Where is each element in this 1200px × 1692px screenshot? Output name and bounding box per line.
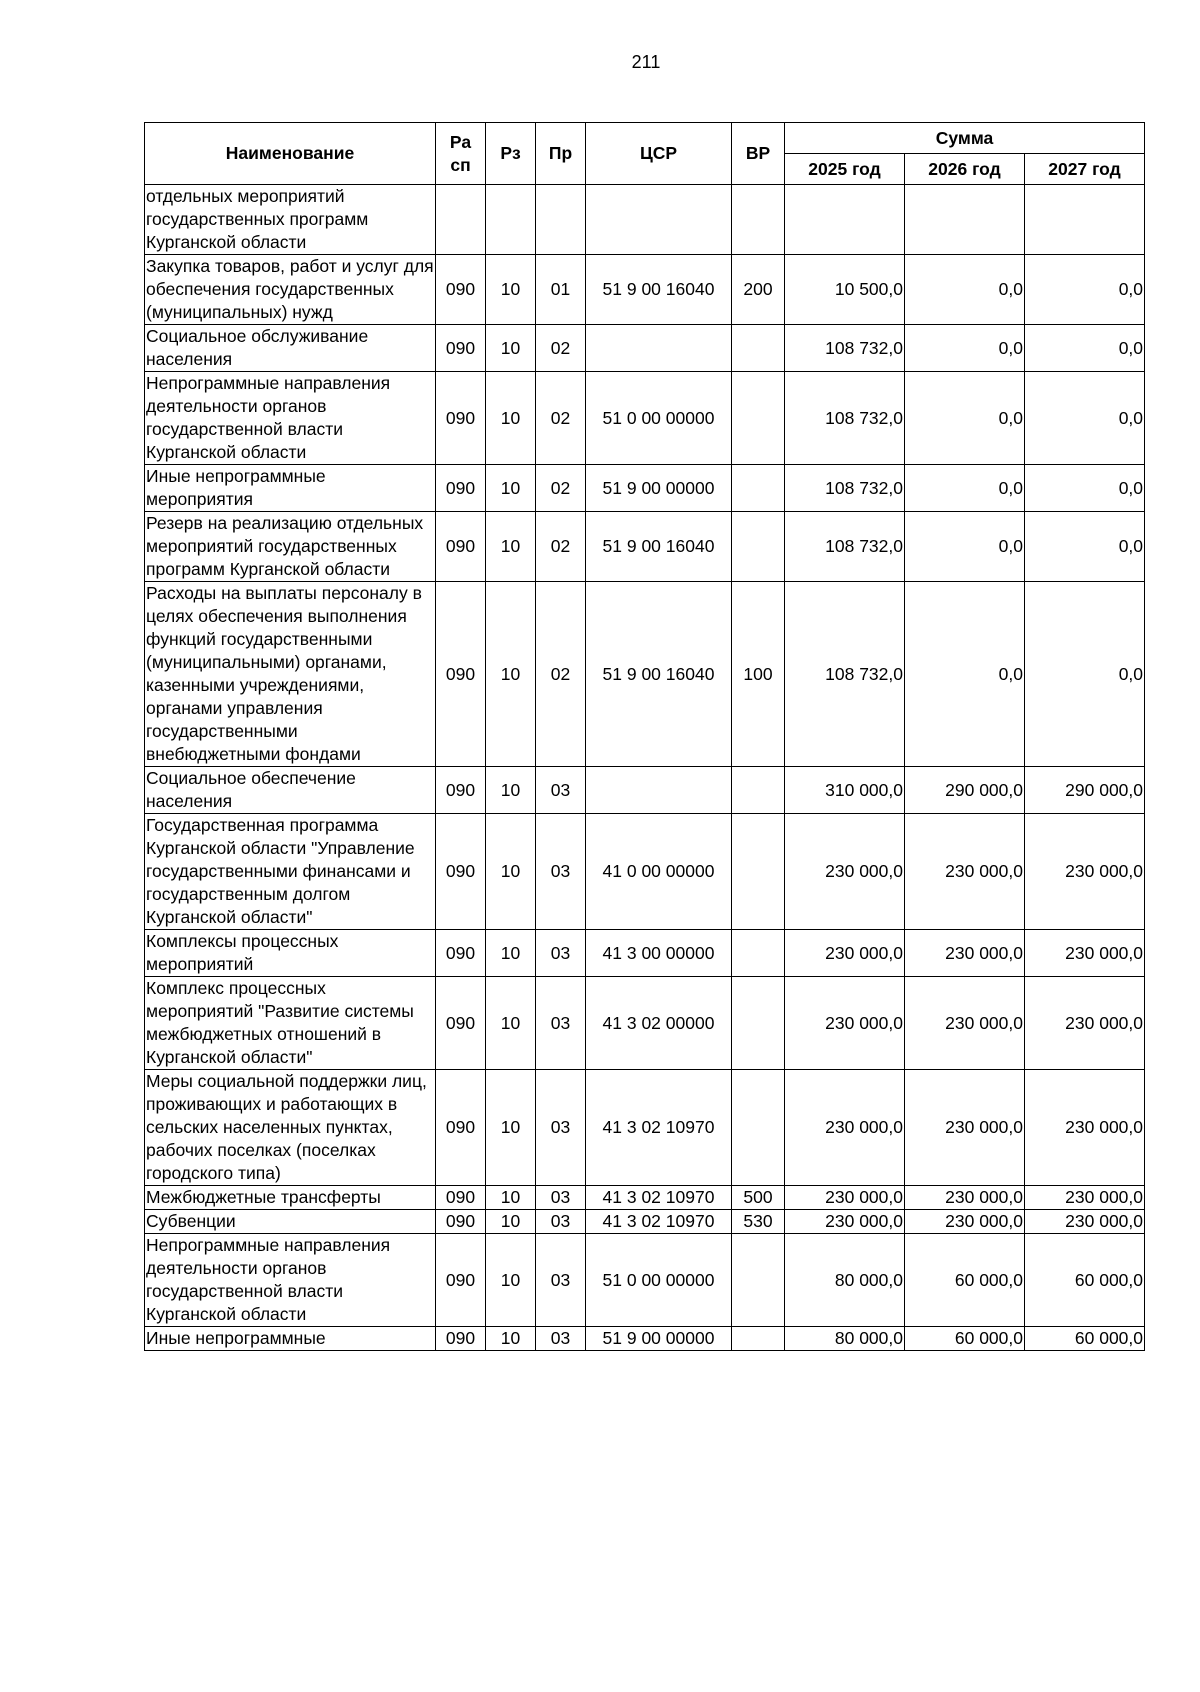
cell-name: Непрограммные направления деятельности органов государственной власти Курганской области: [145, 372, 436, 465]
table-row: [145, 255, 1145, 325]
cell-name: Комплекс процессных мероприятий "Развитие системы межбюджетных отношений в Курганской области": [145, 977, 436, 1070]
cell-pr: [536, 185, 586, 255]
header-pr: Пр: [536, 123, 586, 185]
cell-rz: 10: [486, 1070, 536, 1186]
cell-pr: 03: [536, 814, 586, 930]
cell-name: Социальное обслуживание населения: [145, 325, 436, 372]
cell-rasp: 090: [436, 465, 486, 512]
budget-table: [144, 122, 1145, 1351]
cell-rasp: 090: [436, 582, 486, 767]
cell-2027: 60 000,0: [1025, 1327, 1145, 1351]
cell-csr: [586, 767, 732, 814]
cell-vr: [732, 1234, 785, 1327]
table-row: [145, 325, 1145, 372]
cell-2025: 10 500,0: [785, 255, 905, 325]
cell-name: Социальное обеспечение населения: [145, 767, 436, 814]
cell-2025: 108 732,0: [785, 325, 905, 372]
cell-name: Иные непрограммные: [145, 1327, 436, 1351]
cell-name: Меры социальной поддержки лиц, проживающих и работающих в сельских населенных пунктах, рабочих поселках (поселках городского типа): [145, 1070, 436, 1186]
cell-rasp: 090: [436, 1234, 486, 1327]
cell-2027: 230 000,0: [1025, 1186, 1145, 1210]
cell-2026: 0,0: [905, 512, 1025, 582]
cell-csr: 51 9 00 16040: [586, 512, 732, 582]
cell-csr: 41 0 00 00000: [586, 814, 732, 930]
cell-vr: [732, 372, 785, 465]
cell-rz: 10: [486, 512, 536, 582]
cell-pr: 02: [536, 325, 586, 372]
cell-pr: 03: [536, 1186, 586, 1210]
cell-rz: 10: [486, 255, 536, 325]
cell-2027: 0,0: [1025, 255, 1145, 325]
cell-csr: 51 9 00 16040: [586, 582, 732, 767]
cell-pr: 03: [536, 977, 586, 1070]
table-row: [145, 1234, 1145, 1327]
cell-rz: 10: [486, 767, 536, 814]
cell-pr: 02: [536, 465, 586, 512]
cell-2026: 230 000,0: [905, 930, 1025, 977]
table-row: [145, 1186, 1145, 1210]
cell-csr: 41 3 02 10970: [586, 1070, 732, 1186]
cell-csr: [586, 185, 732, 255]
cell-rasp: 090: [436, 1186, 486, 1210]
cell-vr: [732, 767, 785, 814]
cell-name: Закупка товаров, работ и услуг для обеспечения государственных (муниципальных) нужд: [145, 255, 436, 325]
cell-pr: 03: [536, 1327, 586, 1351]
cell-csr: 41 3 02 10970: [586, 1210, 732, 1234]
cell-2027: 290 000,0: [1025, 767, 1145, 814]
cell-2027: 230 000,0: [1025, 930, 1145, 977]
cell-2026: 290 000,0: [905, 767, 1025, 814]
cell-rasp: 090: [436, 1070, 486, 1186]
cell-2025: 80 000,0: [785, 1327, 905, 1351]
cell-pr: 03: [536, 1210, 586, 1234]
cell-2025: 230 000,0: [785, 977, 905, 1070]
cell-vr: [732, 977, 785, 1070]
cell-2025: 230 000,0: [785, 1070, 905, 1186]
cell-2026: 230 000,0: [905, 1210, 1025, 1234]
cell-2027: 230 000,0: [1025, 814, 1145, 930]
cell-rz: 10: [486, 1234, 536, 1327]
cell-csr: 51 0 00 00000: [586, 1234, 732, 1327]
cell-vr: [732, 325, 785, 372]
cell-rz: 10: [486, 372, 536, 465]
cell-csr: 41 3 02 00000: [586, 977, 732, 1070]
cell-2027: 230 000,0: [1025, 1070, 1145, 1186]
cell-2025: 310 000,0: [785, 767, 905, 814]
table-row: [145, 767, 1145, 814]
cell-name: Комплексы процессных мероприятий: [145, 930, 436, 977]
cell-rasp: 090: [436, 767, 486, 814]
cell-name: Межбюджетные трансферты: [145, 1186, 436, 1210]
header-2027: 2027 год: [1025, 154, 1145, 185]
cell-vr: [732, 512, 785, 582]
cell-2026: 0,0: [905, 465, 1025, 512]
table-row: [145, 465, 1145, 512]
cell-2025: 230 000,0: [785, 814, 905, 930]
cell-2027: 0,0: [1025, 465, 1145, 512]
header-rasp: Ра сп: [436, 123, 486, 185]
cell-name: Субвенции: [145, 1210, 436, 1234]
table-row: [145, 372, 1145, 465]
cell-vr: 200: [732, 255, 785, 325]
page-number: 211: [631, 52, 661, 72]
cell-rz: 10: [486, 1210, 536, 1234]
cell-2026: 0,0: [905, 255, 1025, 325]
cell-2027: 60 000,0: [1025, 1234, 1145, 1327]
cell-name: Государственная программа Курганской области "Управление государственными финансами и государственным долгом Курганской области": [145, 814, 436, 930]
table-row: [145, 512, 1145, 582]
table-row: [145, 185, 1145, 255]
cell-2026: 230 000,0: [905, 1186, 1025, 1210]
cell-2026: 0,0: [905, 372, 1025, 465]
cell-csr: 51 9 00 00000: [586, 465, 732, 512]
cell-rz: 10: [486, 1186, 536, 1210]
header-sum: Сумма: [785, 123, 1145, 154]
cell-name: отдельных мероприятий государственных программ Курганской области: [145, 185, 436, 255]
cell-2027: 0,0: [1025, 582, 1145, 767]
cell-rasp: 090: [436, 1327, 486, 1351]
cell-csr: [586, 325, 732, 372]
cell-vr: [732, 465, 785, 512]
cell-2026: 230 000,0: [905, 814, 1025, 930]
cell-2025: 230 000,0: [785, 1186, 905, 1210]
cell-2025: 108 732,0: [785, 582, 905, 767]
cell-2025: 108 732,0: [785, 372, 905, 465]
cell-rz: 10: [486, 325, 536, 372]
table-row: [145, 977, 1145, 1070]
cell-2026: 60 000,0: [905, 1234, 1025, 1327]
cell-rasp: 090: [436, 325, 486, 372]
cell-vr: 500: [732, 1186, 785, 1210]
cell-vr: [732, 1070, 785, 1186]
cell-rz: [486, 185, 536, 255]
header-2026: 2026 год: [905, 154, 1025, 185]
cell-vr: 100: [732, 582, 785, 767]
cell-2025: 108 732,0: [785, 512, 905, 582]
cell-pr: 03: [536, 930, 586, 977]
cell-2025: 230 000,0: [785, 1210, 905, 1234]
cell-csr: 51 9 00 16040: [586, 255, 732, 325]
cell-2026: 0,0: [905, 582, 1025, 767]
cell-csr: 51 0 00 00000: [586, 372, 732, 465]
cell-rz: 10: [486, 814, 536, 930]
cell-pr: 02: [536, 512, 586, 582]
cell-name: Иные непрограммные мероприятия: [145, 465, 436, 512]
cell-rz: 10: [486, 465, 536, 512]
cell-2026: 230 000,0: [905, 977, 1025, 1070]
cell-rasp: [436, 185, 486, 255]
cell-pr: 03: [536, 1070, 586, 1186]
table-row: [145, 582, 1145, 767]
cell-pr: 03: [536, 1234, 586, 1327]
cell-2027: 0,0: [1025, 512, 1145, 582]
cell-name: Резерв на реализацию отдельных мероприятий государственных программ Курганской области: [145, 512, 436, 582]
cell-vr: [732, 814, 785, 930]
cell-rz: 10: [486, 582, 536, 767]
cell-csr: 41 3 00 00000: [586, 930, 732, 977]
table-row: [145, 1327, 1145, 1351]
cell-rasp: 090: [436, 372, 486, 465]
header-2025: 2025 год: [785, 154, 905, 185]
cell-2027: 230 000,0: [1025, 977, 1145, 1070]
cell-pr: 02: [536, 372, 586, 465]
cell-2025: [785, 185, 905, 255]
cell-2025: 108 732,0: [785, 465, 905, 512]
cell-rasp: 090: [436, 512, 486, 582]
cell-2027: 0,0: [1025, 325, 1145, 372]
table-row: [145, 1210, 1145, 1234]
cell-2026: 230 000,0: [905, 1070, 1025, 1186]
cell-2026: 0,0: [905, 325, 1025, 372]
cell-rasp: 090: [436, 977, 486, 1070]
cell-pr: 01: [536, 255, 586, 325]
header-name: Наименование: [145, 123, 436, 185]
table-row: [145, 1070, 1145, 1186]
table-row: [145, 930, 1145, 977]
cell-rasp: 090: [436, 930, 486, 977]
cell-vr: 530: [732, 1210, 785, 1234]
cell-pr: 03: [536, 767, 586, 814]
cell-rasp: 090: [436, 814, 486, 930]
cell-rasp: 090: [436, 1210, 486, 1234]
header-csr: ЦСР: [586, 123, 732, 185]
cell-name: Расходы на выплаты персоналу в целях обеспечения выполнения функций государственными (муниципальными) органами, казенными учреждениями, органами управления государственными внебюджетными фондами: [145, 582, 436, 767]
cell-pr: 02: [536, 582, 586, 767]
cell-vr: [732, 1327, 785, 1351]
cell-vr: [732, 185, 785, 255]
cell-2026: [905, 185, 1025, 255]
cell-vr: [732, 930, 785, 977]
header-vr: ВР: [732, 123, 785, 185]
table-row: [145, 814, 1145, 930]
cell-name: Непрограммные направления деятельности органов государственной власти Курганской области: [145, 1234, 436, 1327]
header-rz: Рз: [486, 123, 536, 185]
cell-2025: 80 000,0: [785, 1234, 905, 1327]
cell-csr: 51 9 00 00000: [586, 1327, 732, 1351]
cell-2025: 230 000,0: [785, 930, 905, 977]
cell-2027: 230 000,0: [1025, 1210, 1145, 1234]
cell-2027: [1025, 185, 1145, 255]
cell-2027: 0,0: [1025, 372, 1145, 465]
cell-rz: 10: [486, 1327, 536, 1351]
cell-2026: 60 000,0: [905, 1327, 1025, 1351]
cell-rasp: 090: [436, 255, 486, 325]
cell-csr: 41 3 02 10970: [586, 1186, 732, 1210]
table-body: [145, 185, 1145, 1351]
cell-rz: 10: [486, 977, 536, 1070]
cell-rz: 10: [486, 930, 536, 977]
